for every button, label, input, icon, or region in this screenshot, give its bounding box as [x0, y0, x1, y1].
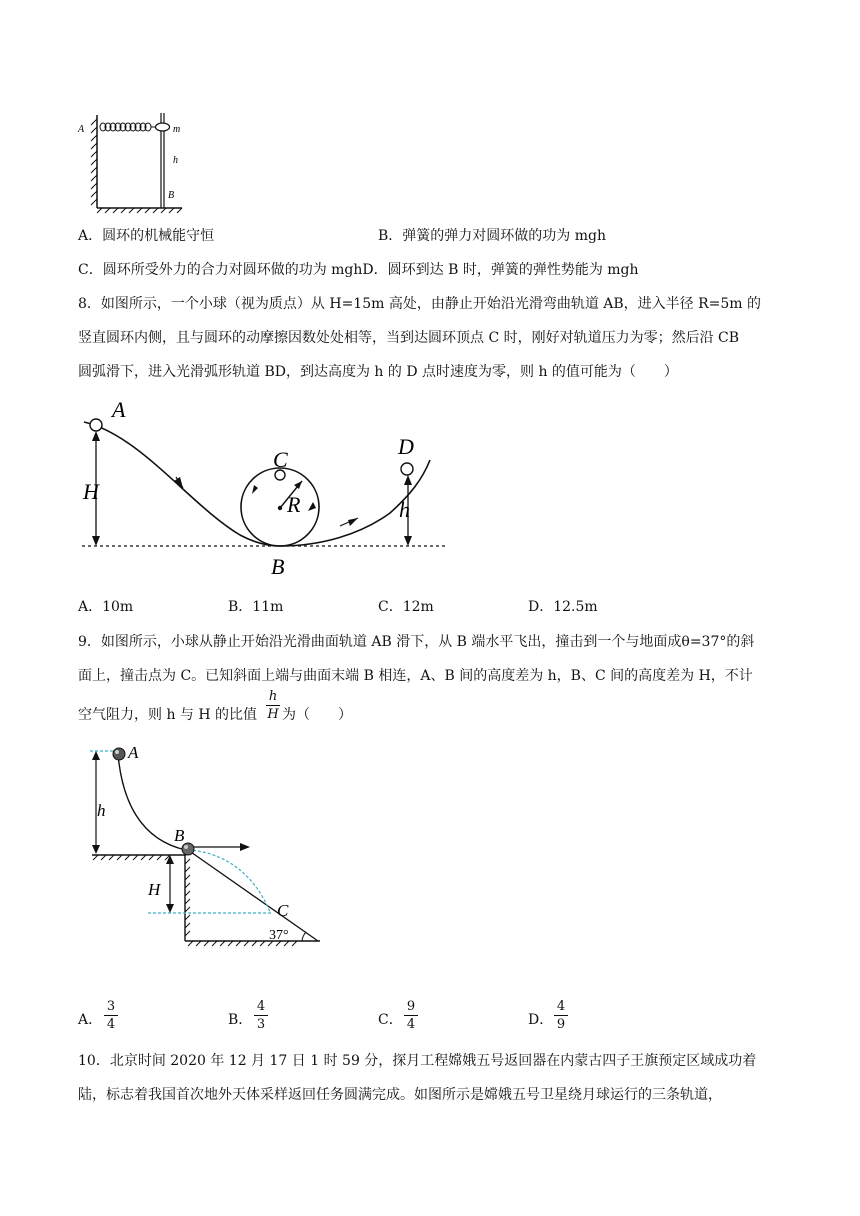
q9-stem-line-3-pre: 空气阻力，则 h 与 H 的比值 [78, 707, 258, 723]
q7-option-cd: C．圆环所受外力的合力对圆环做的功为 mghD．圆环到达 B 时，弹簧的弹性势能为 mgh [78, 262, 639, 278]
q9-option-b-den: 3 [256, 1017, 266, 1032]
q9-option-c-den: 4 [406, 1017, 416, 1032]
q9-label-c: C [277, 901, 289, 920]
q9-option-a-fraction [104, 999, 118, 1032]
q7-label-a: A [78, 124, 85, 135]
q9-ratio-den: H [267, 707, 279, 722]
q9-option-d-fraction [554, 999, 568, 1032]
q7-label-b: B [168, 190, 175, 201]
q9-slope-figure [80, 740, 330, 955]
q9-ratio-num: h [268, 689, 278, 704]
q9-option-a-num: 3 [106, 999, 116, 1014]
q9-option-c-num: 9 [406, 999, 416, 1014]
q8-label-a: A [112, 397, 126, 422]
q8-stem-line-3: 圆弧滑下，进入光滑弧形轨道 BD，到达高度为 h 的 D 点时速度为零，则 h 的值可能为（ ） [78, 364, 678, 380]
q8-label-b: B [271, 554, 285, 579]
q9-stem-line-3-post: 为（ ） [282, 707, 352, 723]
q7-label-h: h [173, 155, 178, 166]
q9-stem-line-2: 面上，撞击点为 C。已知斜面上端与曲面末端 B 相连，A、B 间的高度差为 h，B、C 间的高度差为 H，不计 [78, 668, 753, 684]
q8-label-d: D [398, 434, 414, 459]
q9-option-a-letter: A． [78, 1012, 103, 1028]
q9-option-d-letter: D． [528, 1012, 554, 1028]
q9-option-b-letter: B． [228, 1012, 253, 1028]
q9-option-b-fraction [254, 999, 268, 1032]
q9-option-a-den: 4 [106, 1017, 116, 1032]
q9-option-b-num: 4 [256, 999, 266, 1014]
q9-ratio-fraction [266, 689, 280, 722]
q9-label-a: A [128, 743, 139, 762]
q7-option-b: B．弹簧的弹力对圆环做的功为 mgh [378, 228, 606, 244]
q9-label-h-big: H [148, 880, 161, 899]
q8-label-h-big: H [83, 479, 99, 504]
q9-label-h-small: h [97, 801, 106, 820]
q9-option-d-num: 4 [556, 999, 566, 1014]
q9-option-c-letter: C． [378, 1012, 403, 1028]
q7-label-m: m [173, 124, 181, 135]
q10-stem-line-2: 陆，标志着我国首次地外天体采样返回任务圆满完成。如图所示是嫦娥五号卫星绕月球运行的三条轨道， [78, 1087, 722, 1103]
q9-label-b: B [174, 826, 185, 845]
q8-label-c: C [273, 447, 288, 472]
q8-stem-line-2: 竖直圆环内侧，且与圆环的动摩擦因数处处相等，当到达圆环顶点 C 时，刚好对轨道压力为零；然后沿 CB [78, 330, 740, 346]
q9-option-d-den: 9 [556, 1017, 566, 1032]
q9-stem-line-1: 9．如图所示，小球从静止开始沿光滑曲面轨道 AB 滑下，从 B 端水平飞出，撞击到一个与地面成θ=37°的斜 [78, 634, 755, 650]
q7-option-a: A．圆环的机械能守恒 [78, 228, 215, 244]
q7-spring-ring-figure [70, 105, 190, 215]
q8-stem-line-1: 8．如图所示，一个小球（视为质点）从 H=15m 高处，由静止开始沿光滑弯曲轨道 AB，进入半径 R=5m 的 [78, 296, 762, 312]
q9-label-angle: 37° [269, 928, 289, 943]
q10-stem-line-1: 10．北京时间 2020 年 12 月 17 日 1 时 59 分，探月工程嫦娥五号返回器在内蒙古四子王旗预定区域成功着 [78, 1053, 757, 1069]
q8-option-b: B．11m [228, 599, 284, 615]
q8-label-h-small: h [399, 497, 410, 522]
q9-option-c-fraction [404, 999, 418, 1032]
q8-option-d: D．12.5m [528, 599, 598, 615]
q8-option-a: A．10m [78, 599, 134, 615]
q8-loop-track-figure [70, 395, 470, 580]
q8-option-c: C．12m [378, 599, 434, 615]
q8-label-r: R [287, 492, 301, 517]
